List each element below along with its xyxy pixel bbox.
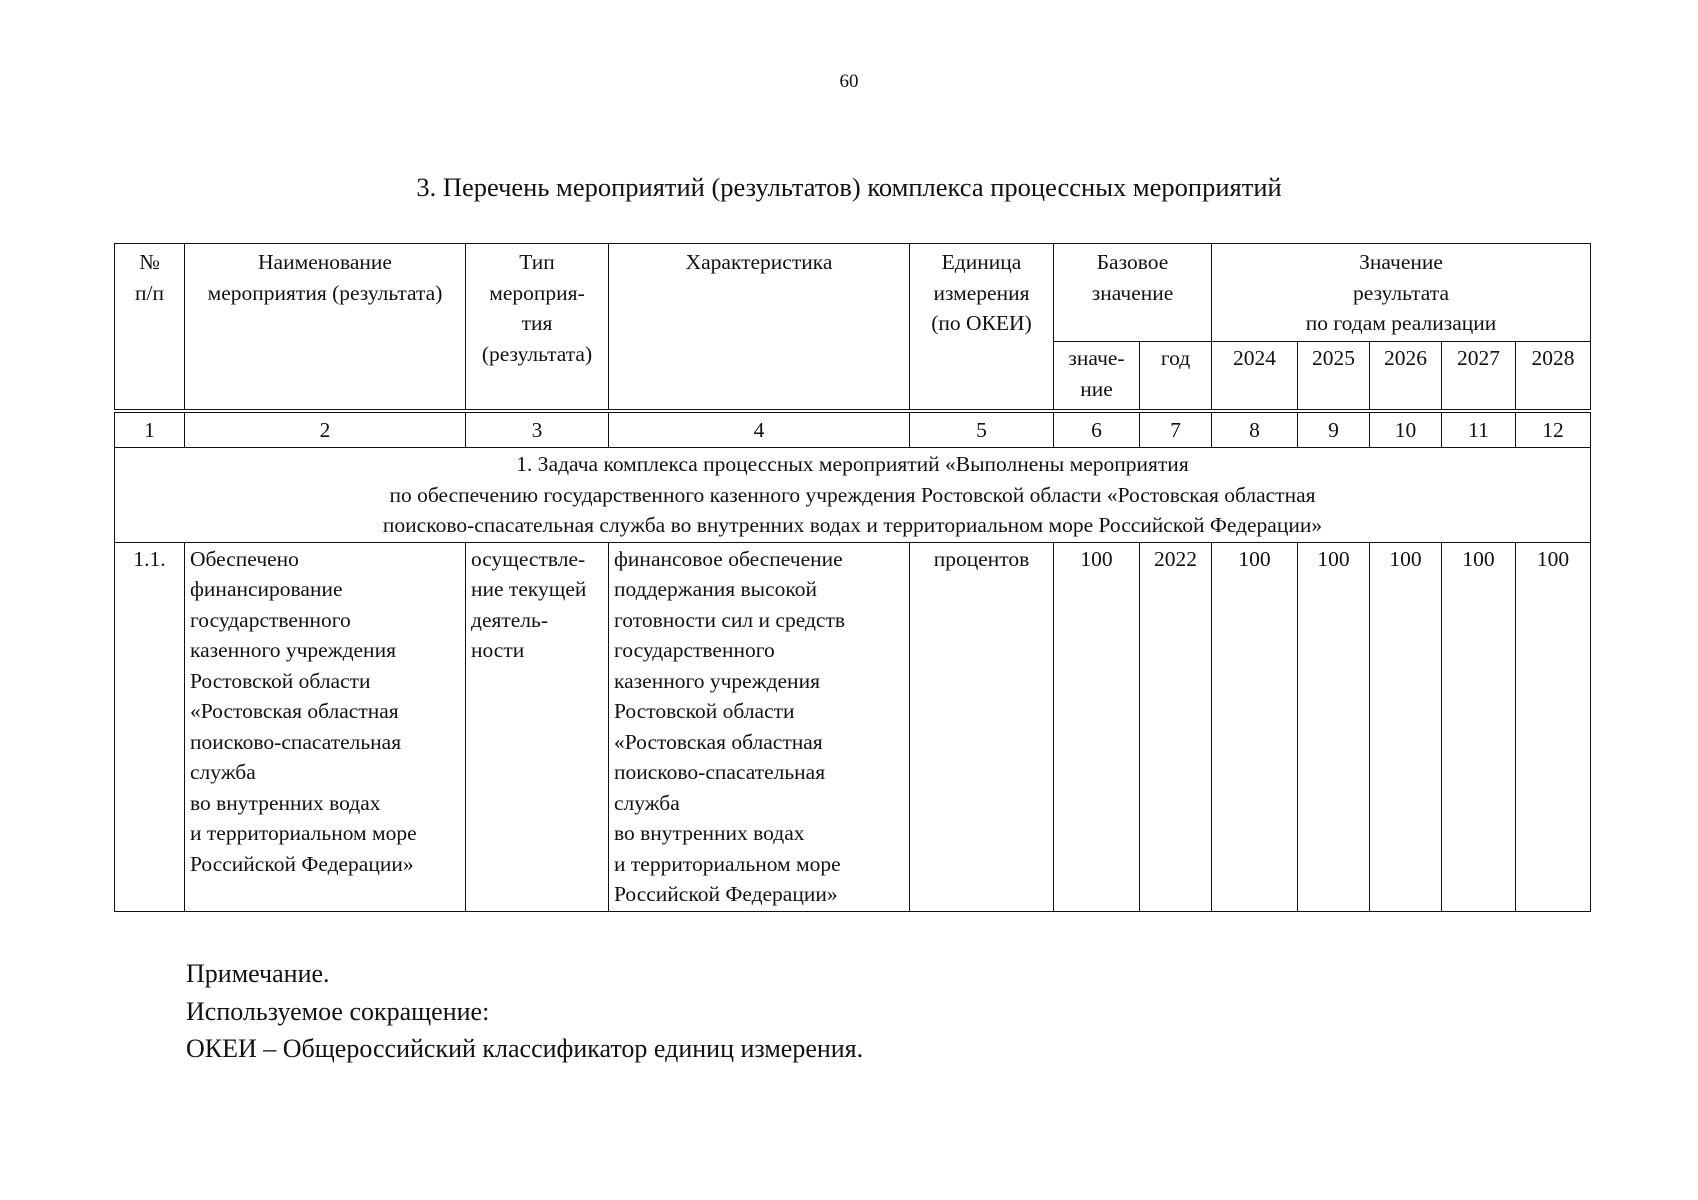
header-base-value: Базовое значение — [1054, 244, 1212, 342]
header-type: Тип мероприя- тия (результата) — [466, 244, 609, 411]
group-title-row — [115, 448, 1591, 543]
column-number: 12 — [1516, 411, 1591, 448]
column-number: 11 — [1442, 411, 1516, 448]
header-characteristic: Характеристика — [609, 244, 910, 411]
column-number: 7 — [1140, 411, 1212, 448]
row-characteristic: финансовое обеспечение поддержания высокой готовности сил и средств государственного казенного учреждения Ростовской области «Ростовская областная поисково-спасательная служба во внутренних водах и территориальном море Российской Федерации» — [609, 542, 910, 911]
results-table — [114, 243, 1591, 912]
header-base-value-sub: значе- ние — [1054, 342, 1140, 411]
column-number: 10 — [1370, 411, 1442, 448]
header-base-year-sub: год — [1140, 342, 1212, 411]
header-result-by-years: Значение результата по годам реализации — [1212, 244, 1591, 342]
row-value-2025: 100 — [1298, 542, 1370, 911]
row-name: Обеспечено финансирование государственного казенного учреждения Ростовской области «Ростовская областная поисково-спасательная служба во внутренних водах и территориальном море Российской Федерации» — [185, 542, 466, 911]
note-abbreviation-okei: ОКЕИ – Общероссийский классификатор единиц измерения. — [186, 1034, 864, 1063]
column-number: 6 — [1054, 411, 1140, 448]
column-number: 1 — [115, 411, 185, 448]
column-number: 5 — [910, 411, 1054, 448]
row-value-2027: 100 — [1442, 542, 1516, 911]
note-title: Примечание. — [186, 959, 330, 988]
header-year: 2024 — [1212, 342, 1298, 411]
header-year: 2028 — [1516, 342, 1591, 411]
row-value-2024: 100 — [1212, 542, 1298, 911]
page-number: 60 — [839, 71, 859, 92]
table-row — [115, 542, 1591, 911]
header-name: Наименование мероприятия (результата) — [185, 244, 466, 411]
note-block — [186, 955, 863, 1068]
column-number: 9 — [1298, 411, 1370, 448]
header-year: 2027 — [1442, 342, 1516, 411]
section-title: 3. Перечень мероприятий (результатов) комплекса процессных мероприятий — [416, 172, 1282, 202]
column-number: 2 — [185, 411, 466, 448]
row-value-2026: 100 — [1370, 542, 1442, 911]
row-num: 1.1. — [115, 542, 185, 911]
column-number: 3 — [466, 411, 609, 448]
header-num: № п/п — [115, 244, 185, 411]
column-number: 4 — [609, 411, 910, 448]
row-unit: процентов — [910, 542, 1054, 911]
row-base-value: 100 — [1054, 542, 1140, 911]
header-year: 2026 — [1370, 342, 1442, 411]
row-base-year: 2022 — [1140, 542, 1212, 911]
header-year: 2025 — [1298, 342, 1370, 411]
header-row-main — [115, 244, 1591, 342]
group-title: 1. Задача комплекса процессных мероприятий «Выполнены мероприятия по обеспечению государственного казенного учреждения Ростовской области «Ростовская областная поисково-спасательная служба во внутренних водах и территориальном море Российской Федерации» — [115, 448, 1591, 543]
column-number-row — [115, 411, 1591, 448]
header-unit: Единица измерения (по ОКЕИ) — [910, 244, 1054, 411]
note-abbreviation-heading: Используемое сокращение: — [186, 996, 490, 1026]
row-type: осуществле- ние текущей деятель- ности — [466, 542, 609, 911]
column-number: 8 — [1212, 411, 1298, 448]
row-value-2028: 100 — [1516, 542, 1591, 911]
